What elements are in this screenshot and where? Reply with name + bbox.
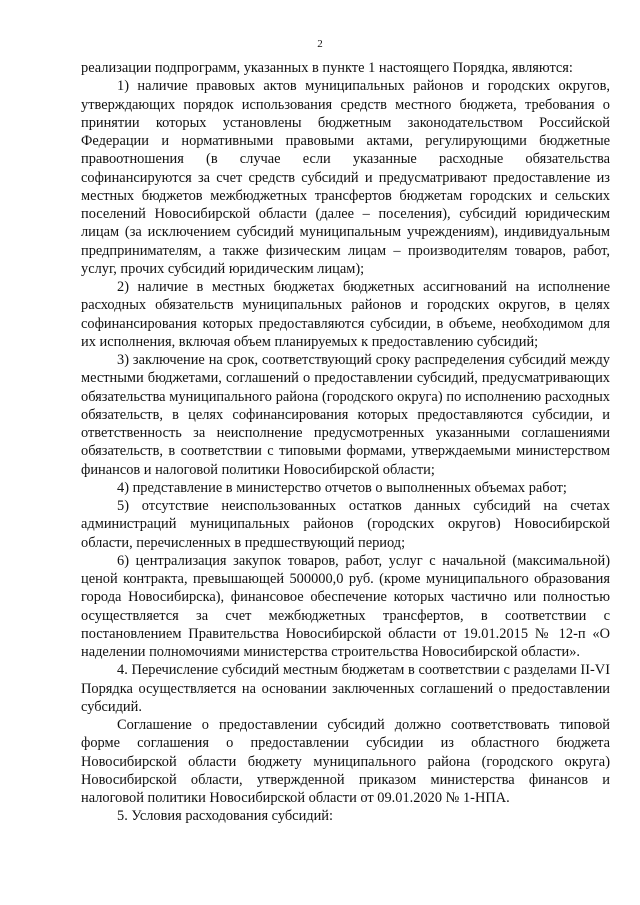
paragraph-condition-3: 3) заключение на срок, соответствующий сроку распределения субсидий между местными бюджетами, соглашений о предоставлении субсидий, предусматривающих обязательства муниципального района (городского округа) по исполнению расходных обязательств, в целях софинансирования которых предоставляются субсидии, и ответственность за неисполнение предусмотренных указанными соглашениями обязательств, в соответствии с типовыми формами, утверждаемыми министерством финансов и налоговой политики Новосибирской области; xyxy=(81,352,610,478)
page-number: 2 xyxy=(317,38,323,50)
paragraph-section-5-heading: 5. Условия расходования субсидий: xyxy=(117,808,333,825)
paragraph-agreement-form: Соглашение о предоставлении субсидий должно соответствовать типовой форме соглашения о предоставлении субсидии из областного бюджета Новосибирской области бюджету муниципального района (городского округа) Новосибирской области, утвержденной приказом министерства финансов и налоговой политики Новосибирской области от 09.01.2020 № 1-НПА. xyxy=(81,717,610,806)
paragraph-condition-6: 6) централизация закупок товаров, работ, услуг с начальной (максимальной) ценой контракта, превышающей 500000,0 руб. (кроме муниципального образования города Новосибирска), финансовое обеспечение которых частично или полностью осуществляется за счет межбюджетных трансфертов, в соответствии с постановлением Правительства Новосибирской области от 19.01.2015 № 12-п «О наделении полномочиями министерства строительства Новосибирской области». xyxy=(81,552,610,660)
paragraph-condition-2: 2) наличие в местных бюджетах бюджетных ассигнований на исполнение расходных обязательств муниципальных районов и городских округов, в целях софинансирования которых предоставляются субсидии, в объеме, необходимом для их исполнения, включая объем планируемых к предоставлению субсидий; xyxy=(81,279,610,350)
paragraph-condition-4: 4) представление в министерство отчетов о выполненных объемах работ; xyxy=(117,479,567,496)
paragraph-section-4: 4. Перечисление субсидий местным бюджетам в соответствии с разделами II-VI Порядка осуществляется на основании заключенных соглашений о предоставлении субсидий. xyxy=(81,662,610,715)
paragraph-condition-5: 5) отсутствие неиспользованных остатков данных субсидий на счетах администраций муниципальных районов (городских округов) Новосибирской области, перечисленных в предшествующий период; xyxy=(81,498,610,551)
paragraph-condition-1: 1) наличие правовых актов муниципальных районов и городских округов, утверждающих порядок использования средств местного бюджета, требования о принятии которых установлены бюджетным законодательством Российской Федерации и нормативными правовыми актами, регулирующими бюджетные правоотношения (в случае если указанные расходные обязательства софинансируются за счет средств субсидий и предусматривают предоставление из местных бюджетов межбюджетных трансфертов бюджетам городских и сельских поселений Новосибирской области (далее – поселения), субсидий юридическим лицам (за исключением субсидий муниципальным учреждениям), индивидуальным предпринимателям, а также физическим лицам – производителям товаров, работ, услуг, прочих субсидий юридическим лицам); xyxy=(81,78,610,277)
paragraph-intro-continuation: реализации подпрограмм, указанных в пункте 1 настоящего Порядка, являются: xyxy=(81,60,573,76)
document-body xyxy=(81,59,610,826)
